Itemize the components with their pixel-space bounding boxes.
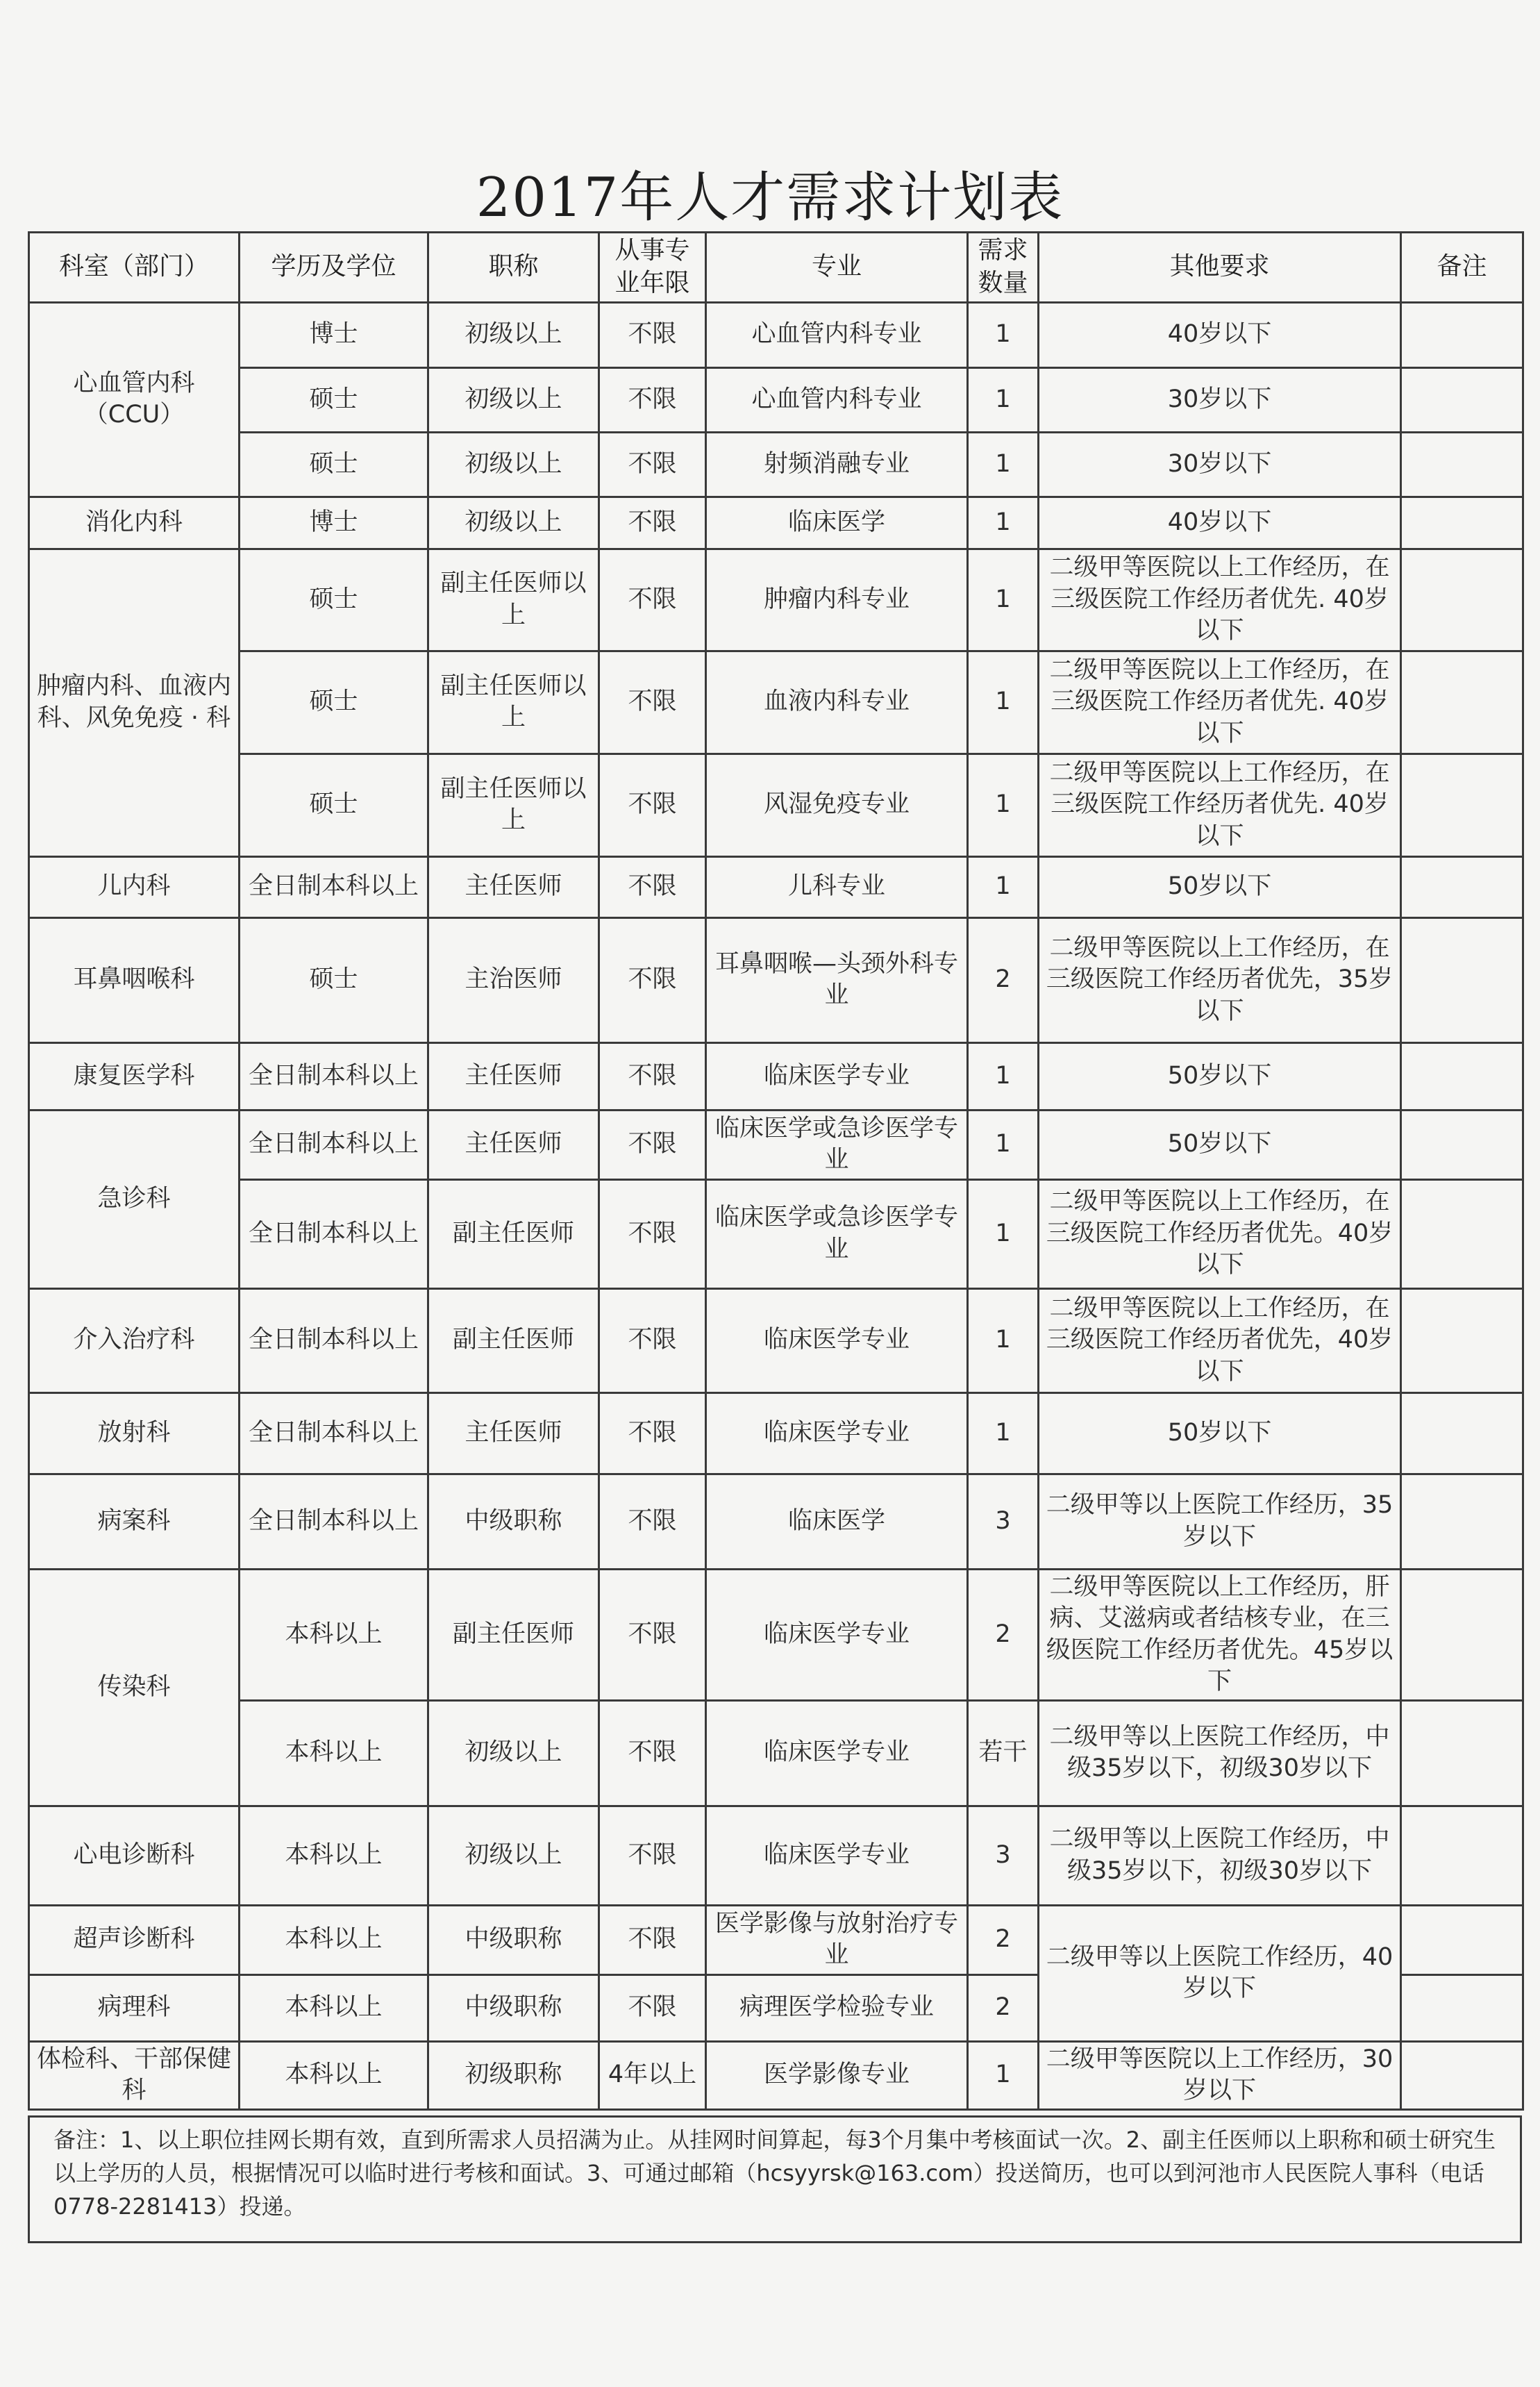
- requirements-cell: 二级甲等医院以上工作经历，肝病、艾滋病或者结核专业，在三级医院工作经历者优先。45岁以下: [1039, 1569, 1401, 1700]
- count-cell: 1: [968, 1042, 1039, 1110]
- title-cell: 副主任医师以上: [428, 651, 599, 754]
- requirements-cell: 50岁以下: [1039, 856, 1401, 917]
- major-cell: 耳鼻咽喉—头颈外科专业: [706, 917, 968, 1042]
- table-row: [29, 1110, 1523, 1179]
- department-cell: 介入治疗科: [29, 1288, 240, 1392]
- table-row: [29, 651, 1523, 754]
- major-cell: 临床医学专业: [706, 1806, 968, 1905]
- table-row: [29, 367, 1523, 432]
- remarks-cell: [1401, 549, 1523, 651]
- count-cell: 2: [968, 1569, 1039, 1700]
- remarks-cell: [1401, 1700, 1523, 1806]
- requirements-cell: 30岁以下: [1039, 367, 1401, 432]
- years-cell: 不限: [599, 302, 706, 367]
- education-cell: 硕士: [240, 367, 428, 432]
- table-row: [29, 2041, 1523, 2109]
- table-row: [29, 1392, 1523, 1474]
- years-cell: 不限: [599, 1974, 706, 2041]
- requirements-cell: 二级甲等医院以上工作经历，在三级医院工作经历者优先。40岁以下: [1039, 1179, 1401, 1288]
- remarks-cell: [1401, 1042, 1523, 1110]
- requirements-cell: 二级甲等以上医院工作经历，中级35岁以下，初级30岁以下: [1039, 1700, 1401, 1806]
- talent-demand-table: [28, 231, 1524, 2111]
- years-cell: 不限: [599, 1474, 706, 1569]
- major-cell: 临床医学专业: [706, 1288, 968, 1392]
- table-row: [29, 917, 1523, 1042]
- remarks-cell: [1401, 2041, 1523, 2109]
- major-cell: 病理医学检验专业: [706, 1974, 968, 2041]
- remarks-cell: [1401, 1806, 1523, 1905]
- title-cell: 初级以上: [428, 497, 599, 549]
- remarks-cell: [1401, 1905, 1523, 1974]
- title-cell: 副主任医师: [428, 1288, 599, 1392]
- table-row: [29, 1042, 1523, 1110]
- education-cell: 硕士: [240, 917, 428, 1042]
- major-cell: 临床医学: [706, 497, 968, 549]
- department-cell: 超声诊断科: [29, 1905, 240, 1974]
- count-cell: 1: [968, 1179, 1039, 1288]
- remarks-cell: [1401, 1474, 1523, 1569]
- table-row: [29, 302, 1523, 367]
- years-cell: 不限: [599, 549, 706, 651]
- title-cell: 主任医师: [428, 856, 599, 917]
- requirements-cell: 二级甲等以上医院工作经历，中级35岁以下，初级30岁以下: [1039, 1806, 1401, 1905]
- table-row: [29, 432, 1523, 497]
- title-cell: 副主任医师以上: [428, 754, 599, 856]
- education-cell: 全日制本科以上: [240, 1474, 428, 1569]
- years-cell: 不限: [599, 1179, 706, 1288]
- department-cell: 心血管内科（CCU）: [29, 302, 240, 497]
- years-cell: 不限: [599, 917, 706, 1042]
- header-years: 从事专业年限: [599, 233, 706, 303]
- table-row: [29, 497, 1523, 549]
- major-cell: 临床医学: [706, 1474, 968, 1569]
- title-cell: 中级职称: [428, 1974, 599, 2041]
- remarks-cell: [1401, 754, 1523, 856]
- title-cell: 副主任医师: [428, 1569, 599, 1700]
- header-education: 学历及学位: [240, 233, 428, 303]
- education-cell: 全日制本科以上: [240, 1288, 428, 1392]
- education-cell: 硕士: [240, 651, 428, 754]
- table-row: [29, 1905, 1523, 1974]
- remarks-cell: [1401, 367, 1523, 432]
- title-cell: 初级以上: [428, 432, 599, 497]
- requirements-cell: 二级甲等医院以上工作经历，30岁以下: [1039, 2041, 1401, 2109]
- education-cell: 硕士: [240, 432, 428, 497]
- remarks-cell: [1401, 917, 1523, 1042]
- remarks-cell: [1401, 302, 1523, 367]
- title-cell: 副主任医师: [428, 1179, 599, 1288]
- major-cell: 风湿免疫专业: [706, 754, 968, 856]
- years-cell: 不限: [599, 1806, 706, 1905]
- requirements-cell: 二级甲等医院以上工作经历，在三级医院工作经历者优先. 40岁以下: [1039, 549, 1401, 651]
- major-cell: 医学影像与放射治疗专业: [706, 1905, 968, 1974]
- requirements-cell: 30岁以下: [1039, 432, 1401, 497]
- years-cell: 不限: [599, 497, 706, 549]
- years-cell: 不限: [599, 1569, 706, 1700]
- title-cell: 初级以上: [428, 1806, 599, 1905]
- title-cell: 初级职称: [428, 2041, 599, 2109]
- education-cell: 硕士: [240, 549, 428, 651]
- title-cell: 主任医师: [428, 1392, 599, 1474]
- title-cell: 初级以上: [428, 302, 599, 367]
- years-cell: 不限: [599, 367, 706, 432]
- table-row: [29, 754, 1523, 856]
- table-row: [29, 549, 1523, 651]
- department-cell: 病理科: [29, 1974, 240, 2041]
- years-cell: 不限: [599, 1905, 706, 1974]
- department-cell: 耳鼻咽喉科: [29, 917, 240, 1042]
- department-cell: 急诊科: [29, 1110, 240, 1288]
- remarks-cell: [1401, 651, 1523, 754]
- requirements-cell: 二级甲等以上医院工作经历，40岁以下: [1039, 1905, 1401, 2041]
- major-cell: 射频消融专业: [706, 432, 968, 497]
- header-department: 科室（部门）: [29, 233, 240, 303]
- title-cell: 主任医师: [428, 1042, 599, 1110]
- years-cell: 不限: [599, 651, 706, 754]
- education-cell: 全日制本科以上: [240, 1179, 428, 1288]
- requirements-cell: 二级甲等医院以上工作经历，在三级医院工作经历者优先. 40岁以下: [1039, 651, 1401, 754]
- major-cell: 临床医学专业: [706, 1042, 968, 1110]
- table-row: [29, 1569, 1523, 1700]
- count-cell: 1: [968, 1110, 1039, 1179]
- title-cell: 初级以上: [428, 367, 599, 432]
- remarks-cell: [1401, 1974, 1523, 2041]
- years-cell: 不限: [599, 1392, 706, 1474]
- title-cell: 初级以上: [428, 1700, 599, 1806]
- count-cell: 1: [968, 651, 1039, 754]
- department-cell: 儿内科: [29, 856, 240, 917]
- department-cell: 病案科: [29, 1474, 240, 1569]
- education-cell: 本科以上: [240, 1700, 428, 1806]
- count-cell: 1: [968, 856, 1039, 917]
- count-cell: 若干: [968, 1700, 1039, 1806]
- department-cell: 肿瘤内科、血液内科、风免免疫 · 科: [29, 549, 240, 856]
- requirements-cell: 50岁以下: [1039, 1110, 1401, 1179]
- education-cell: 本科以上: [240, 2041, 428, 2109]
- department-cell: 康复医学科: [29, 1042, 240, 1110]
- title-cell: 中级职称: [428, 1905, 599, 1974]
- department-cell: 消化内科: [29, 497, 240, 549]
- table-row: [29, 1179, 1523, 1288]
- title-cell: 中级职称: [428, 1474, 599, 1569]
- count-cell: 3: [968, 1806, 1039, 1905]
- years-cell: 不限: [599, 1700, 706, 1806]
- education-cell: 本科以上: [240, 1905, 428, 1974]
- major-cell: 肿瘤内科专业: [706, 549, 968, 651]
- header-remarks: 备注: [1401, 233, 1523, 303]
- header-major: 专业: [706, 233, 968, 303]
- count-cell: 3: [968, 1474, 1039, 1569]
- header-requirements: 其他要求: [1039, 233, 1401, 303]
- requirements-cell: 50岁以下: [1039, 1392, 1401, 1474]
- major-cell: 临床医学或急诊医学专业: [706, 1179, 968, 1288]
- requirements-cell: 二级甲等医院以上工作经历，在三级医院工作经历者优先，40岁以下: [1039, 1288, 1401, 1392]
- count-cell: 1: [968, 367, 1039, 432]
- count-cell: 2: [968, 1974, 1039, 2041]
- remarks-cell: [1401, 432, 1523, 497]
- department-cell: 放射科: [29, 1392, 240, 1474]
- count-cell: 1: [968, 1288, 1039, 1392]
- department-cell: 体检科、干部保健科: [29, 2041, 240, 2109]
- education-cell: 博士: [240, 497, 428, 549]
- table-row: [29, 856, 1523, 917]
- department-cell: 传染科: [29, 1569, 240, 1806]
- major-cell: 临床医学专业: [706, 1392, 968, 1474]
- header-count: 需求数量: [968, 233, 1039, 303]
- education-cell: 本科以上: [240, 1806, 428, 1905]
- remarks-cell: [1401, 1179, 1523, 1288]
- education-cell: 本科以上: [240, 1569, 428, 1700]
- table-row: [29, 1806, 1523, 1905]
- education-cell: 全日制本科以上: [240, 1110, 428, 1179]
- requirements-cell: 50岁以下: [1039, 1042, 1401, 1110]
- requirements-cell: 二级甲等医院以上工作经历，在三级医院工作经历者优先. 40岁以下: [1039, 754, 1401, 856]
- title-cell: 主任医师: [428, 1110, 599, 1179]
- remarks-cell: [1401, 1392, 1523, 1474]
- major-cell: 儿科专业: [706, 856, 968, 917]
- count-cell: 2: [968, 917, 1039, 1042]
- count-cell: 1: [968, 2041, 1039, 2109]
- table-row: [29, 1700, 1523, 1806]
- years-cell: 不限: [599, 432, 706, 497]
- major-cell: 心血管内科专业: [706, 302, 968, 367]
- education-cell: 全日制本科以上: [240, 1042, 428, 1110]
- years-cell: 不限: [599, 856, 706, 917]
- years-cell: 不限: [599, 1110, 706, 1179]
- major-cell: 临床医学或急诊医学专业: [706, 1110, 968, 1179]
- remarks-cell: [1401, 497, 1523, 549]
- count-cell: 1: [968, 754, 1039, 856]
- footnote: 备注：1、以上职位挂网长期有效，直到所需求人员招满为止。从挂网时间算起，每3个月集中考核面试一次。2、副主任医师以上职称和硕士研究生以上学历的人员，根据情况可以临时进行考核和面试。3、可通过邮箱（hcsyyrsk@163.com）投送简历，也可以到河池市人民医院人事科（电话0778-2281413）投递。: [28, 2115, 1522, 2243]
- table-row: [29, 1474, 1523, 1569]
- years-cell: 不限: [599, 1288, 706, 1392]
- count-cell: 1: [968, 302, 1039, 367]
- title-cell: 主治医师: [428, 917, 599, 1042]
- count-cell: 1: [968, 432, 1039, 497]
- major-cell: 临床医学专业: [706, 1700, 968, 1806]
- header-title: 职称: [428, 233, 599, 303]
- remarks-cell: [1401, 856, 1523, 917]
- remarks-cell: [1401, 1110, 1523, 1179]
- years-cell: 4年以上: [599, 2041, 706, 2109]
- count-cell: 1: [968, 549, 1039, 651]
- requirements-cell: 40岁以下: [1039, 497, 1401, 549]
- education-cell: 博士: [240, 302, 428, 367]
- title-cell: 副主任医师以上: [428, 549, 599, 651]
- count-cell: 1: [968, 497, 1039, 549]
- education-cell: 全日制本科以上: [240, 856, 428, 917]
- table-row: [29, 1288, 1523, 1392]
- remarks-cell: [1401, 1569, 1523, 1700]
- education-cell: 全日制本科以上: [240, 1392, 428, 1474]
- requirements-cell: 二级甲等以上医院工作经历，35岁以下: [1039, 1474, 1401, 1569]
- education-cell: 硕士: [240, 754, 428, 856]
- requirements-cell: 40岁以下: [1039, 302, 1401, 367]
- major-cell: 心血管内科专业: [706, 367, 968, 432]
- count-cell: 1: [968, 1392, 1039, 1474]
- years-cell: 不限: [599, 754, 706, 856]
- department-cell: 心电诊断科: [29, 1806, 240, 1905]
- education-cell: 本科以上: [240, 1974, 428, 2041]
- count-cell: 2: [968, 1905, 1039, 1974]
- major-cell: 临床医学专业: [706, 1569, 968, 1700]
- header-row: [29, 233, 1523, 303]
- major-cell: 医学影像专业: [706, 2041, 968, 2109]
- years-cell: 不限: [599, 1042, 706, 1110]
- requirements-cell: 二级甲等医院以上工作经历，在三级医院工作经历者优先，35岁以下: [1039, 917, 1401, 1042]
- page-title: 2017年人才需求计划表: [476, 167, 1064, 229]
- remarks-cell: [1401, 1288, 1523, 1392]
- major-cell: 血液内科专业: [706, 651, 968, 754]
